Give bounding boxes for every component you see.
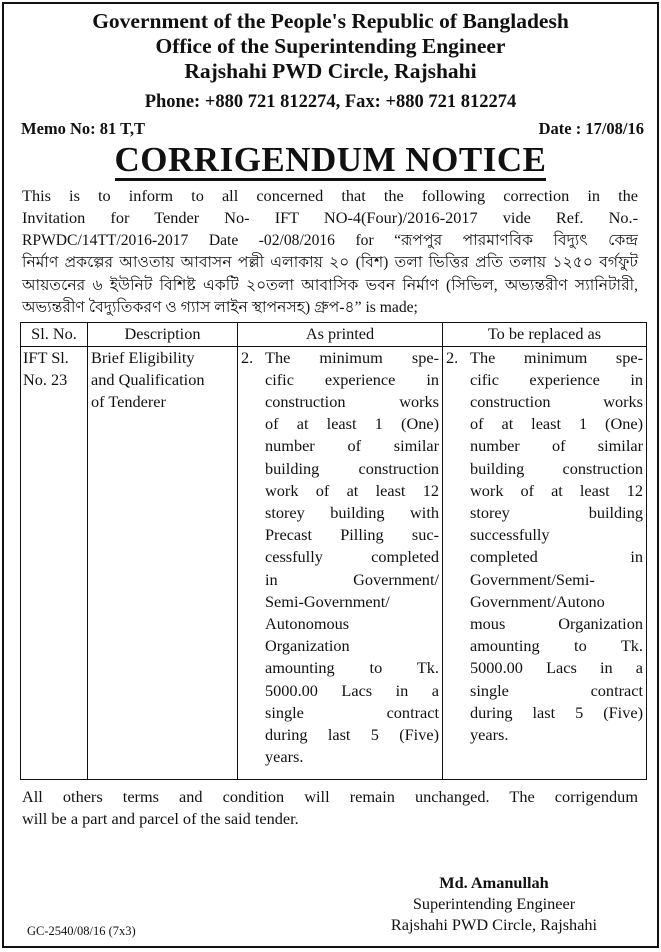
signatory-designation: Superintending Engineer [412, 894, 576, 913]
text-line: Semi-Government/ [265, 591, 390, 611]
col-header-to-be-replaced: To be replaced as [443, 323, 647, 346]
desc-line: and Qualification [91, 369, 205, 389]
text-line: 5000.00 Lacs in a [265, 680, 439, 700]
text-line: years. [470, 725, 509, 745]
text-line: storey building with [265, 503, 439, 523]
text-line: amounting to Tk. [265, 658, 439, 678]
desc-line: of Tenderer [91, 392, 166, 412]
text-line: cessfully completed [265, 547, 439, 567]
text-line: construction works [265, 392, 439, 412]
header-office: Office of the Superintending Engineer [155, 34, 506, 58]
text-line: single contract [265, 702, 439, 722]
cell-description [88, 346, 238, 779]
text-line: number of similar [265, 436, 439, 456]
text-line: cific experience in [470, 369, 643, 389]
closing-paragraph [4, 786, 657, 831]
letterhead [4, 9, 657, 84]
signatory-name: Md. Amanullah [439, 873, 549, 892]
memo-row [4, 119, 657, 139]
to-be-replaced-text [470, 347, 643, 747]
text-line: work of at least 12 [265, 480, 439, 500]
table-header-row [21, 323, 647, 346]
text-line: Government/Autono [470, 591, 605, 611]
col-header-as-printed: As printed [238, 323, 443, 346]
col-header-description: Description [88, 323, 238, 346]
text-line: mous Organization [470, 614, 643, 634]
text-line: during last 5 (Five) [265, 725, 439, 745]
closing-line: All others terms and condition will remain unchanged. The corrigendum [22, 786, 638, 806]
header-government: Government of the People's Republic of Bangladesh [92, 9, 569, 33]
correction-table [20, 322, 647, 779]
text-line: single contract [470, 680, 643, 700]
table-row [21, 346, 647, 779]
intro-line: This is to inform to all concerned that the following correction in the [22, 186, 638, 205]
sl-line: No. 23 [23, 369, 68, 389]
text-line: work of at least 12 [470, 480, 643, 500]
gc-code: GC-2540/08/16 (7x3) [27, 924, 136, 938]
cell-to-be-replaced [443, 346, 647, 779]
text-line: Autonomous [265, 614, 350, 634]
text-line: in Government/ [265, 569, 439, 589]
cell-as-printed [238, 346, 443, 779]
text-line: during last 5 (Five) [470, 702, 643, 722]
text-line: amounting to Tk. [470, 636, 643, 656]
closing-line: will be a part and parcel of the said tender. [22, 808, 299, 828]
col-header-sl: Sl. No. [21, 323, 88, 346]
text-line: successfully [470, 525, 550, 545]
signatory-office: Rajshahi PWD Circle, Rajshahi [390, 915, 598, 934]
notice-title: CORRIGENDUM NOTICE [114, 140, 547, 179]
memo-date: Date : 17/08/16 [538, 119, 644, 138]
text-line: Government/Semi- [470, 569, 595, 589]
text-line: storey building [470, 503, 643, 523]
signature-block [344, 872, 644, 935]
notice-page [2, 2, 659, 948]
text-line: The minimum spe- [470, 347, 643, 367]
desc-line: Brief Eligibility [91, 347, 195, 367]
header-circle: Rajshahi PWD Circle, Rajshahi [184, 59, 477, 83]
header-phone-fax: Phone: +880 721 812274, Fax: +880 721 812274 [144, 92, 517, 112]
as-printed-text [265, 347, 439, 769]
item-number: 2. [241, 347, 254, 367]
text-line: number of similar [470, 436, 643, 456]
cell-sl-no [21, 346, 88, 779]
intro-line: অভ্যন্তরীণ বৈদ্যুতিকরণ ও গ্যাস লাইন স্থাপনসহ) গ্রুপ-৪” is made; [22, 299, 418, 317]
intro-line: RPWDC/14TT/2016-2017 Date -02/08/2016 for “রূপপুর পারমাণবিক বিদ্যুৎ কেন্দ্র [22, 231, 638, 249]
memo-number: Memo No: 81 T,T [21, 119, 146, 138]
text-line: 5000.00 Lacs in a [470, 658, 643, 678]
text-line: of at least 1 (One) [470, 414, 643, 434]
text-line: years. [265, 747, 304, 767]
text-line: building construction [265, 458, 439, 478]
text-line: completed in [470, 547, 643, 567]
text-line: The minimum spe- [265, 347, 439, 367]
text-line: Precast Pilling suc- [265, 525, 439, 545]
text-line: cific experience in [265, 369, 439, 389]
sl-line: IFT Sl. [23, 347, 69, 367]
text-line: building construction [470, 458, 643, 478]
intro-line: নির্মাণ প্রকল্পের আওতায় আবাসন পল্লী এলাকায় ২০ (বিশ) তলা ভিত্তির প্রতি তলায় ১২৫০ বর্গফুট [22, 254, 638, 272]
intro-paragraph [4, 185, 657, 319]
intro-line: Invitation for Tender No- IFT NO-4(Four)/2016-2017 vide Ref. No.- [22, 208, 638, 228]
intro-line: আয়তনের ৬ ইউনিট বিশিষ্ট একটি ২০তলা আবাসিক ভবন নির্মাণ (সিভিল, অভ্যন্তরীণ স্যানিটারী, [22, 276, 638, 294]
text-line: construction works [470, 392, 643, 412]
item-number: 2. [446, 347, 459, 367]
text-line: of at least 1 (One) [265, 414, 439, 434]
text-line: Organization [265, 636, 350, 656]
